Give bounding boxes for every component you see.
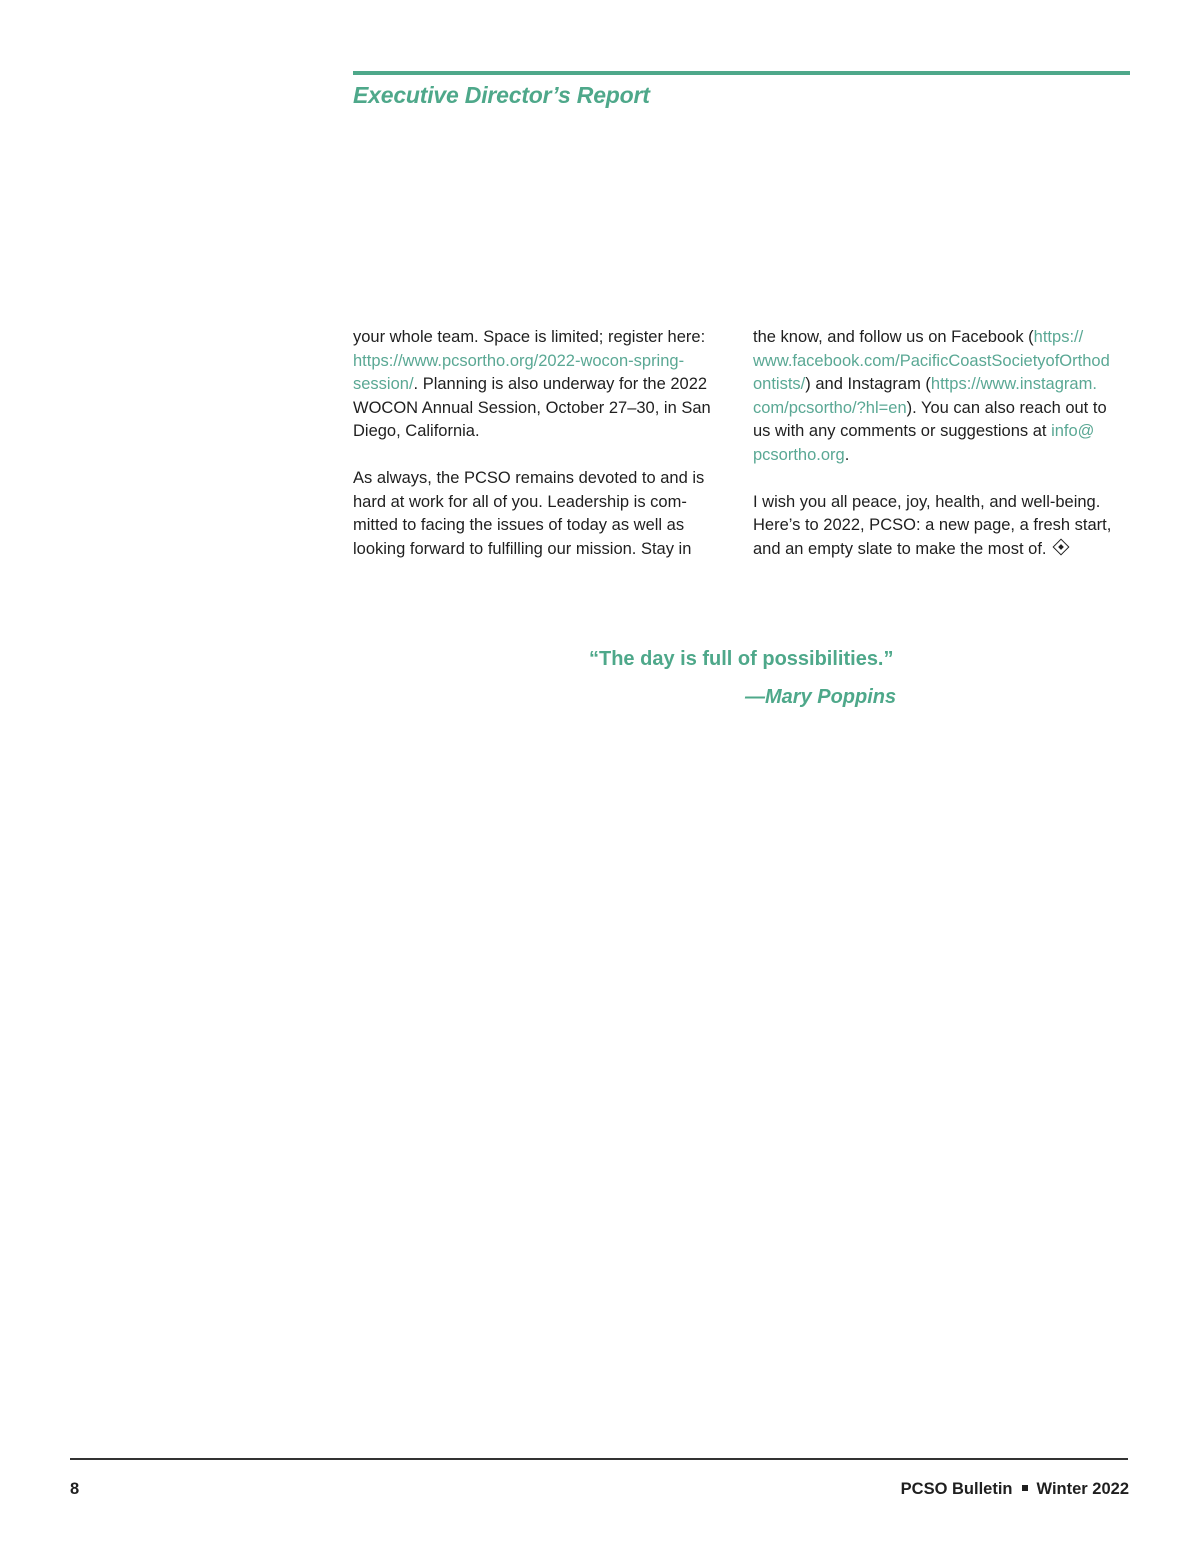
text-line: Diego, California. <box>353 422 480 440</box>
text-line: I wish you all peace, joy, health, and well-being. <box>753 492 1101 511</box>
paragraph <box>753 491 1133 562</box>
text-fragment: us with any comments or suggestions at <box>753 422 1052 440</box>
page-number: 8 <box>70 1480 80 1498</box>
publication-name: PCSO Bulletin <box>900 1480 1013 1498</box>
text-fragment: and an empty slate to make the most of. <box>753 539 1047 558</box>
text-fragment: ) and Instagram ( <box>805 375 931 393</box>
issue-label: Winter 2022 <box>1036 1480 1129 1498</box>
text-line: hard at work for all of you. Leadership is com- <box>353 492 687 511</box>
facebook-link-end[interactable]: ontists/ <box>753 375 806 393</box>
facebook-link-cont[interactable]: www.facebook.com/PacificCoastSocietyofOrthod <box>753 351 1110 370</box>
footer-publication <box>901 1480 1129 1499</box>
text-fragment: . Planning is also underway for the 2022 <box>413 375 708 393</box>
text-line <box>753 397 1133 421</box>
article-column-left <box>353 326 733 585</box>
text-line: your whole team. Space is limited; register here: <box>353 328 706 346</box>
instagram-link-end[interactable]: com/pcsortho/?hl=en <box>753 398 907 417</box>
text-line <box>753 538 1133 562</box>
registration-link[interactable]: https://www.pcsortho.org/2022-wocon-spring- <box>353 351 685 370</box>
paragraph <box>353 326 733 444</box>
email-link[interactable]: info@ <box>1051 422 1095 440</box>
text-fragment: the know, and follow us on Facebook ( <box>753 328 1034 346</box>
text-line: As always, the PCSO remains devoted to and is <box>353 469 705 487</box>
text-line: mitted to facing the issues of today as well as <box>353 516 685 534</box>
facebook-link[interactable]: https:// <box>1033 328 1084 346</box>
text-line: Here’s to 2022, PCSO: a new page, a fresh start, <box>753 516 1112 534</box>
text-line <box>753 326 1133 350</box>
text-line: WOCON Annual Session, October 27–30, in San <box>353 398 711 417</box>
text-line <box>753 444 1133 468</box>
text-line <box>753 373 1133 397</box>
text-fragment: ). You can also reach out to <box>906 398 1107 417</box>
paragraph <box>753 326 1133 467</box>
article-column-right <box>753 326 1133 585</box>
text-line: looking forward to fulfilling our mission. Stay in <box>353 539 692 558</box>
text-fragment: . <box>844 445 850 464</box>
pull-quote-attribution: —Mary Poppins <box>745 686 897 708</box>
square-bullet-icon <box>1022 1485 1028 1491</box>
header-rule <box>353 71 1130 75</box>
section-title: Executive Director’s Report <box>353 82 650 108</box>
pull-quote: “The day is full of possibilities.” <box>589 648 894 670</box>
instagram-link[interactable]: https://www.instagram. <box>930 375 1097 393</box>
text-line <box>753 420 1133 444</box>
email-link-end[interactable]: pcsortho.org <box>753 445 845 464</box>
end-of-article-icon <box>1052 538 1069 555</box>
text-line <box>353 373 733 397</box>
footer-rule <box>70 1458 1128 1460</box>
paragraph <box>353 467 733 561</box>
registration-link-end[interactable]: session/ <box>353 375 414 393</box>
